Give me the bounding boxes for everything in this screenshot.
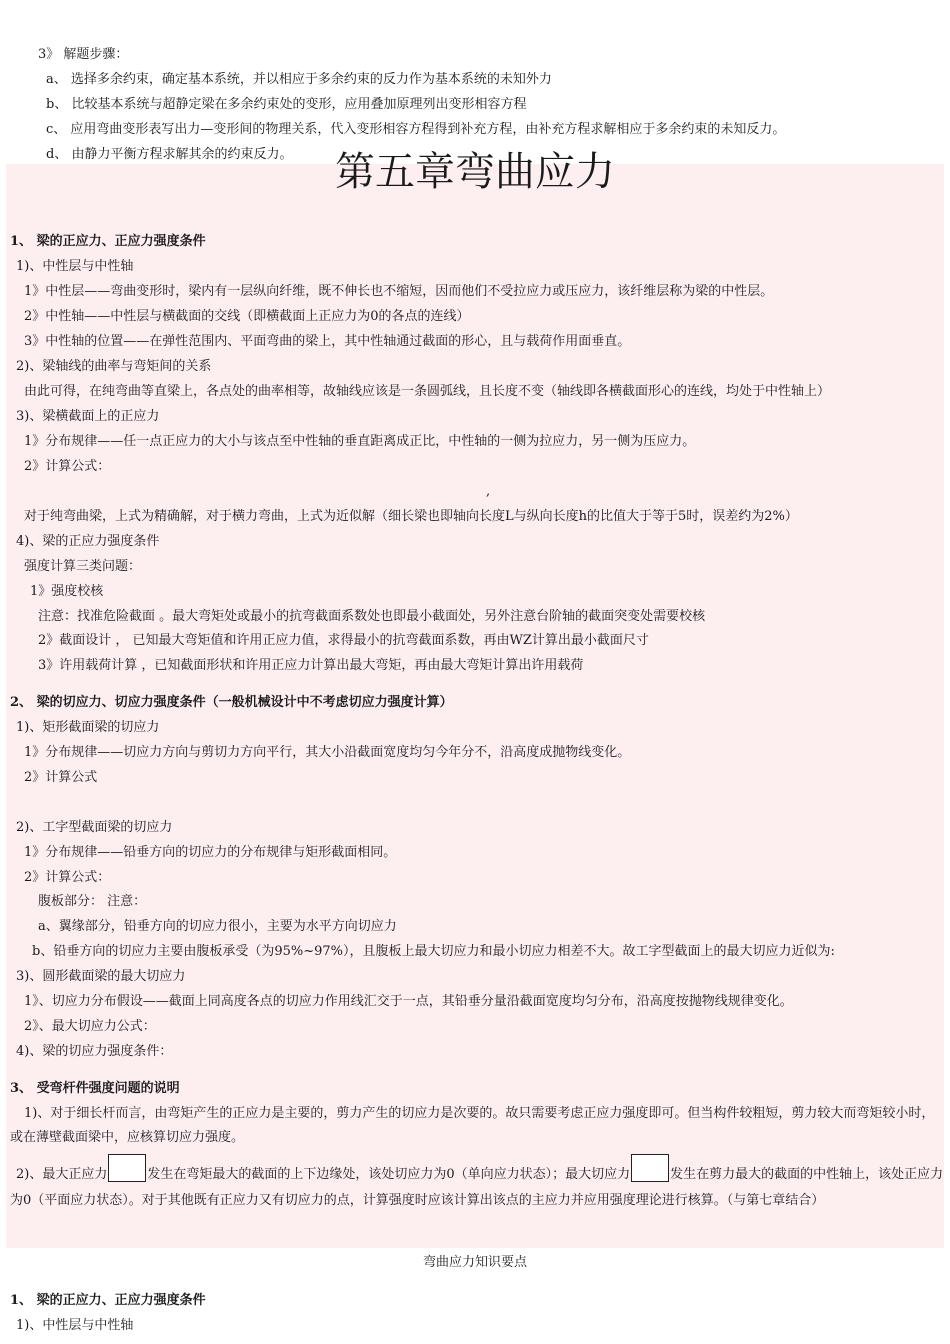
formula-image-placeholder [631, 1154, 669, 1182]
section-3-heading: 3、 受弯杆件强度问题的说明 [10, 1081, 180, 1096]
item-shear-formula: 2》计算公式 [24, 770, 98, 785]
item-i-beam-distribution: 1》分布规律——铅垂方向的切应力的分布规律与矩形截面相同。 [24, 845, 397, 860]
step-b: b、 比较基本系统与超静定梁在多余约束处的变形，应用叠加原理列出变形相容方程 [46, 97, 527, 112]
strength-problems: 强度计算三类问题： [24, 559, 142, 574]
item-distribution: 1》分布规律——任一点正应力的大小与该点至中性轴的垂直距离成正比，中性轴的一侧为拉应力，另一侧为压应力。 [24, 434, 696, 449]
item-formula: 2》计算公式： [24, 459, 111, 474]
repeat-section-heading: 1、 梁的正应力、正应力强度条件 [10, 1293, 206, 1308]
sub-2-3: 3)、圆形截面梁的最大切应力 [16, 969, 186, 984]
strength-note: 注意：找准危险截面 。最大弯矩处或最小的抗弯截面系数处也即最小截面处，另外注意台阶轴的截面突变处需要校核 [38, 609, 706, 624]
section-3-paragraph-2 [10, 1154, 944, 1214]
formula-comma: , [486, 484, 491, 499]
item-neutral-axis-position: 3》中性轴的位置——在弹性范围内、平面弯曲的梁上，其中性轴通过截面的形心，且与载荷作用面垂直。 [24, 334, 631, 349]
item-i-beam-formula: 2》计算公式： [24, 870, 111, 885]
step3-heading: 3》 解题步骤： [38, 47, 129, 62]
step-a: a、 选择多余约束，确定基本系统，并以相应于多余约束的反力作为基本系统的未知外力 [46, 72, 552, 87]
item-shear-distribution: 1》分布规律——切应力方向与剪切力方向平行，其大小沿截面宽度均匀今年分不，沿高度成抛物线变化。 [24, 745, 631, 760]
item-section-design: 2》截面设计 ， 已知最大弯矩值和许用正应力值，求得最小的抗弯截面系数，再由WZ计算出最小截面尺寸 [38, 633, 649, 648]
section-1-heading: 1、 梁的正应力、正应力强度条件 [10, 234, 206, 249]
curvature-text: 由此可得，在纯弯曲等直梁上，各点处的曲率相等，故轴线应该是一条圆弧线，且长度不变（轴线即各横截面形心的连线，均处于中性轴上） [24, 384, 831, 399]
max-normal-stress-label: 2)、最大正应力 [16, 1167, 108, 1182]
formula-note: 对于纯弯曲梁，上式为精确解，对于横力弯曲，上式为近似解（细长梁也即轴向长度L与纵向长度h的比值大于等于5时，误差约为2%） [24, 509, 798, 524]
chapter-title: 第五章弯曲应力 [335, 149, 615, 195]
sub-2-4: 4)、梁的切应力强度条件： [16, 1044, 173, 1059]
web-part-label: 腹板部分： 注意： [38, 894, 147, 909]
max-shear-stress-text: 发生在剪力最大的截面的中性轴上，该处正应力为0（平面应力状态）。对于其他既有正应力又有切应力的点，计算强度时应该计算出该点的主应力并应用强度理论进行核算。（与第七章结合） [10, 1167, 944, 1208]
item-strength-check: 1》强度校核 [30, 584, 104, 599]
sub-2-1: 1)、矩形截面梁的切应力 [16, 720, 160, 735]
section-3-paragraph-1: 1)、对于细长杆而言，由弯矩产生的正应力是主要的，剪力产生的切应力是次要的。故只需要考虑正应力强度即可。但当构件较粗短，剪力较大而弯矩较小时，或在薄壁截面梁中，应核算切应力强度。 [10, 1106, 935, 1145]
item-neutral-layer: 1》中性层——弯曲变形时，梁内有一层纵向纤维，既不伸长也不缩短，因而他们不受拉应力或压应力，该纤维层称为梁的中性层。 [24, 284, 774, 299]
step-d: d、 由静力平衡方程求解其余的约束反力。 [46, 147, 293, 162]
repeat-sub-heading: 1)、中性层与中性轴 [16, 1318, 134, 1333]
step-c: c、 应用弯曲变形表写出力—变形间的物理关系，代入变形相容方程得到补充方程，由补充方程求解相应于多余约束的未知反力。 [46, 122, 786, 137]
sub-1-4: 4)、梁的正应力强度条件 [16, 534, 160, 549]
section-2-heading: 2、 梁的切应力、切应力强度条件（一般机械设计中不考虑切应力强度计算） [10, 695, 453, 710]
note-b: b、铅垂方向的切应力主要由腹板承受（为95%~97%），且腹板上最大切应力和最小切应力相差不大。故工字型截面上的最大切应力近似为: [32, 944, 835, 959]
sub-2-2: 2)、工字型截面梁的切应力 [16, 820, 173, 835]
sub-1-1: 1)、中性层与中性轴 [16, 259, 134, 274]
item-max-shear-formula: 2》、最大切应力公式： [24, 1019, 156, 1034]
knowledge-points-caption: 弯曲应力知识要点 [422, 1255, 527, 1270]
max-normal-stress-text: 发生在弯矩最大的截面的上下边缘处，该处切应力为0（单向应力状态）；最大切应力 [147, 1167, 631, 1182]
item-neutral-axis: 2》中性轴——中性层与横截面的交线（即横截面上正应力为0的各点的连线） [24, 309, 470, 324]
item-circle-assumption: 1》、切应力分布假设——截面上同高度各点的切应力作用线汇交于一点，其铅垂分量沿截面宽度均匀分布，沿高度按抛物线规律变化。 [24, 994, 793, 1009]
note-a: a、翼缘部分，铅垂方向的切应力很小，主要为水平方向切应力 [38, 919, 397, 934]
item-allowable-load: 3》许用载荷计算 ，已知截面形状和许用正应力计算出最大弯矩，再由最大弯矩计算出许用载荷 [38, 658, 584, 673]
sub-1-3: 3)、梁横截面上的正应力 [16, 409, 160, 424]
formula-image-placeholder [108, 1154, 146, 1182]
sub-1-2: 2)、梁轴线的曲率与弯矩间的关系 [16, 359, 212, 374]
